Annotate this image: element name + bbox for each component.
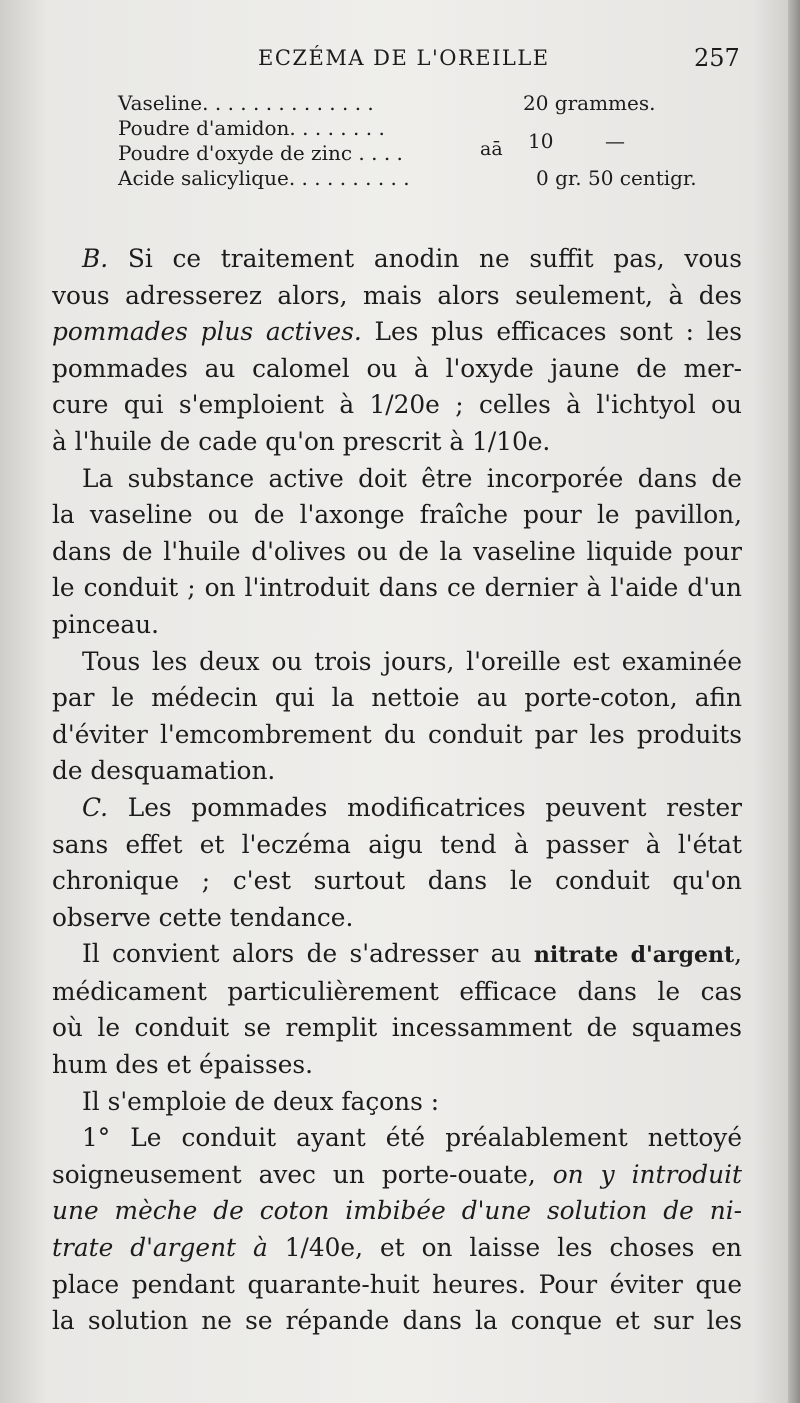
text-line: sans effet et l'eczéma aigu tend à passer à l'état (52, 829, 742, 859)
running-head-title: ECZÉMA DE L'OREILLE (258, 46, 550, 70)
text-line (52, 790, 742, 827)
text-line: Tous les deux ou trois jours, l'oreille est examinée (82, 646, 742, 676)
emphasis: trate d'argent à (52, 1233, 268, 1263)
prescription-row (118, 129, 718, 166)
text-line: vous adresserez alors, mais alors seulement, à des (52, 280, 742, 310)
ingredient-quantity: — (605, 129, 625, 153)
text-line: pommades au calomel ou à l'oxyde jaune de mer- (52, 353, 742, 383)
prescription-row (118, 91, 718, 116)
text-line: La substance active doit être incorporée dans de (82, 463, 742, 493)
body-text (52, 241, 742, 1340)
text-line: d'éviter l'emcombrement du conduit par les produits (52, 719, 742, 749)
text-line: dans de l'huile d'olives ou de la vaseline liquide pour (52, 536, 742, 566)
text-line: à l'huile de cade qu'on prescrit à 1/10e. (52, 426, 551, 456)
text-line: pinceau. (52, 609, 159, 639)
page-edge-shadow (788, 0, 800, 1403)
text-line (52, 936, 742, 974)
ingredient-name: Vaseline. . . . . . . . . . . . . . (118, 91, 374, 115)
prescription-block (118, 91, 718, 191)
text-run: 1/40e, et on laisse les choses en (267, 1233, 742, 1263)
text-line: hum des et épaisses. (52, 1050, 314, 1080)
text-line: une mèche de coton imbibée d'une solution de ni- (52, 1196, 742, 1226)
text-line: Il s'emploie de deux façons : (82, 1086, 440, 1116)
page-number: 257 (694, 44, 740, 72)
running-head (0, 46, 800, 76)
prescription-row (118, 166, 718, 191)
text-run: Il convient alors de s'adresser au (82, 939, 534, 969)
text-line (52, 314, 742, 351)
ingredient-name: Poudre d'oxyde de zinc . . . . (118, 141, 403, 165)
text-line: cure qui s'emploient à 1/20e ; celles à l'ichtyol ou (52, 390, 742, 420)
ingredient-quantity: 20 grammes. (523, 91, 656, 115)
text-run: Les plus efficaces sont : les (361, 317, 742, 347)
text-line (52, 1230, 742, 1267)
text-line: par le médecin qui la nettoie au porte-coton, afin (52, 683, 742, 713)
text-line: la vaseline ou de l'axonge fraîche pour le pavillon, (52, 500, 742, 530)
section-letter: C. (82, 792, 108, 822)
text-line: place pendant quarante-huit heures. Pour éviter que (52, 1269, 742, 1299)
text-run: , (734, 939, 742, 969)
text-line: observe cette tendance. (52, 902, 354, 932)
bold-term: nitrate d'argent (533, 942, 735, 969)
ana-abbreviation: aā (480, 138, 503, 160)
text-line (52, 1157, 742, 1194)
ingredient-quantity: 0 gr. 50 centigr. (536, 166, 697, 190)
text-line (52, 241, 742, 278)
prescription-row (118, 116, 718, 141)
text-line: le conduit ; on l'introduit dans ce dernier à l'aide d'un (52, 573, 742, 603)
emphasis: pommades plus actives. (52, 317, 362, 347)
emphasis: on y introduit (552, 1159, 742, 1189)
text-line: de desquamation. (52, 756, 276, 786)
text-run: Les pommades modificatrices peuvent rester (107, 792, 742, 822)
text-line: la solution ne se répande dans la conque et sur les (52, 1306, 742, 1336)
ingredient-name: Acide salicylique. . . . . . . . . . (118, 166, 410, 190)
text-run: soigneusement avec un porte-ouate, (52, 1159, 553, 1189)
text-line: chronique ; c'est surtout dans le conduit qu'on (52, 866, 742, 896)
text-line: où le conduit se remplit incessamment de squames (52, 1013, 742, 1043)
section-letter: B. (82, 244, 109, 273)
ingredient-quantity: 10 (528, 129, 554, 153)
text-line: 1° Le conduit ayant été préalablement nettoyé (82, 1123, 742, 1153)
ingredient-name: Poudre d'amidon. . . . . . . . (118, 116, 385, 140)
text-line: médicament particulièrement efficace dans le cas (52, 976, 742, 1006)
text-run: Si ce traitement anodin ne suffit pas, vous (108, 244, 742, 273)
